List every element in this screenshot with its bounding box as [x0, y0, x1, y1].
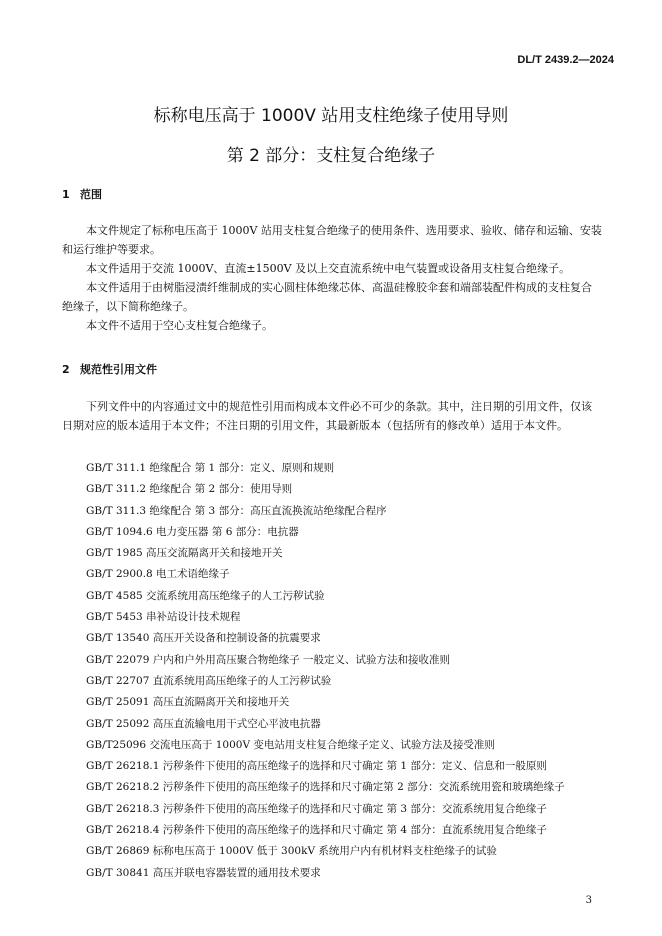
reference-item: GB/T 22707 直流系统用高压绝缘子的人工污秽试验	[86, 674, 332, 687]
reference-item: GB/T 4585 交流系统用高压绝缘子的人工污秽试验	[86, 589, 325, 602]
reference-item: GB/T 13540 高压开关设备和控制设备的抗震要求	[86, 632, 321, 645]
reference-item: GB/T 26869 标称电压高于 1000V 低于 300kV 系统用户内有机材料支柱绝缘子的试验	[86, 845, 497, 858]
paragraph: 本文件适用于交流 1000V、直流±1500V 及以上交直流系统中电气装置或设备用支柱复合绝缘子。	[86, 262, 571, 275]
reference-item: GB/T 2900.8 电工术语绝缘子	[86, 568, 230, 581]
reference-item: GB/T 1985 高压交流隔离开关和接地开关	[86, 547, 283, 560]
page-number: 3	[585, 895, 592, 906]
reference-item: GB/T 311.1 绝缘配合 第 1 部分：定义、原则和规则	[86, 462, 335, 474]
section-heading-scope	[62, 186, 102, 202]
reference-item: GB/T 25092 高压直流输电用干式空心平波电抗器	[86, 717, 321, 730]
standard-code: DL/T 2439.2—2024	[517, 54, 614, 66]
paragraph: 下列文件中的内容通过文中的规范性引用而构成本文件必不可少的条款。其中，注日期的引用文件，仅该日期对应的版本适用于本文件；不注日期的引用文件，其最新版本（包括所有的修改单）适用于本文件。	[62, 400, 592, 432]
section-title: 规范性引用文件	[80, 363, 157, 376]
reference-item: GB/T 26218.1 污秽条件下使用的高压绝缘子的选择和尺寸确定 第 1 部分：定义、信息和一般原则	[86, 760, 547, 773]
reference-item: GB/T 26218.2 污秽条件下使用的高压绝缘子的选择和尺寸确定第 2 部分：交流系统用瓷和玻璃绝缘子	[86, 781, 565, 794]
reference-item: GB/T 311.2 绝缘配合 第 2 部分：使用导则	[86, 483, 293, 496]
document-title: 标称电压高于 1000V 站用支柱绝缘子使用导则	[153, 106, 509, 126]
document-subtitle: 第 2 部分：支柱复合绝缘子	[226, 146, 436, 166]
reference-item: GB/T 5453 串补站设计技术规程	[86, 611, 241, 624]
reference-item: GB/T 26218.4 污秽条件下使用的高压绝缘子的选择和尺寸确定 第 4 部分：直流系统用复合绝缘子	[86, 824, 547, 837]
reference-list	[86, 458, 565, 884]
reference-item: GB/T 25091 高压直流隔离开关和接地开关	[86, 696, 290, 709]
section-title: 范围	[80, 188, 102, 201]
reference-item: GB/T 311.3 绝缘配合 第 3 部分：高压直流换流站绝缘配合程序	[86, 504, 387, 517]
reference-item: GB/T25096 交流电压高于 1000V 变电站用支柱复合绝缘子定义、试验方法及接受准则	[86, 738, 495, 751]
paragraph: 本文件规定了标称电压高于 1000V 站用支柱复合绝缘子的使用条件、选用要求、验收、储存和运输、安装和运行维护等要求。	[62, 224, 602, 256]
references-intro	[62, 397, 602, 435]
section-number: 1	[62, 188, 70, 201]
reference-item: GB/T 22079 户内和户外用高压聚合物绝缘子 一般定义、试验方法和接收准则	[86, 653, 451, 666]
reference-item: GB/T 1094.6 电力变压器 第 6 部分：电抗器	[86, 525, 299, 538]
reference-item: GB/T 30841 高压并联电容器装置的通用技术要求	[86, 866, 321, 879]
scope-paragraphs	[62, 221, 602, 335]
reference-item: GB/T 26218.3 污秽条件下使用的高压绝缘子的选择和尺寸确定 第 3 部分：交流系统用复合绝缘子	[86, 802, 547, 815]
section-number: 2	[62, 363, 70, 376]
section-heading-normative-references	[62, 361, 157, 377]
paragraph: 本文件不适用于空心支柱复合绝缘子。	[86, 319, 273, 332]
paragraph: 本文件适用于由树脂浸渍纤维制成的实心圆柱体绝缘芯体、高温硅橡胶伞套和端部装配件构成的支柱复合绝缘子，以下简称绝缘子。	[62, 281, 592, 313]
